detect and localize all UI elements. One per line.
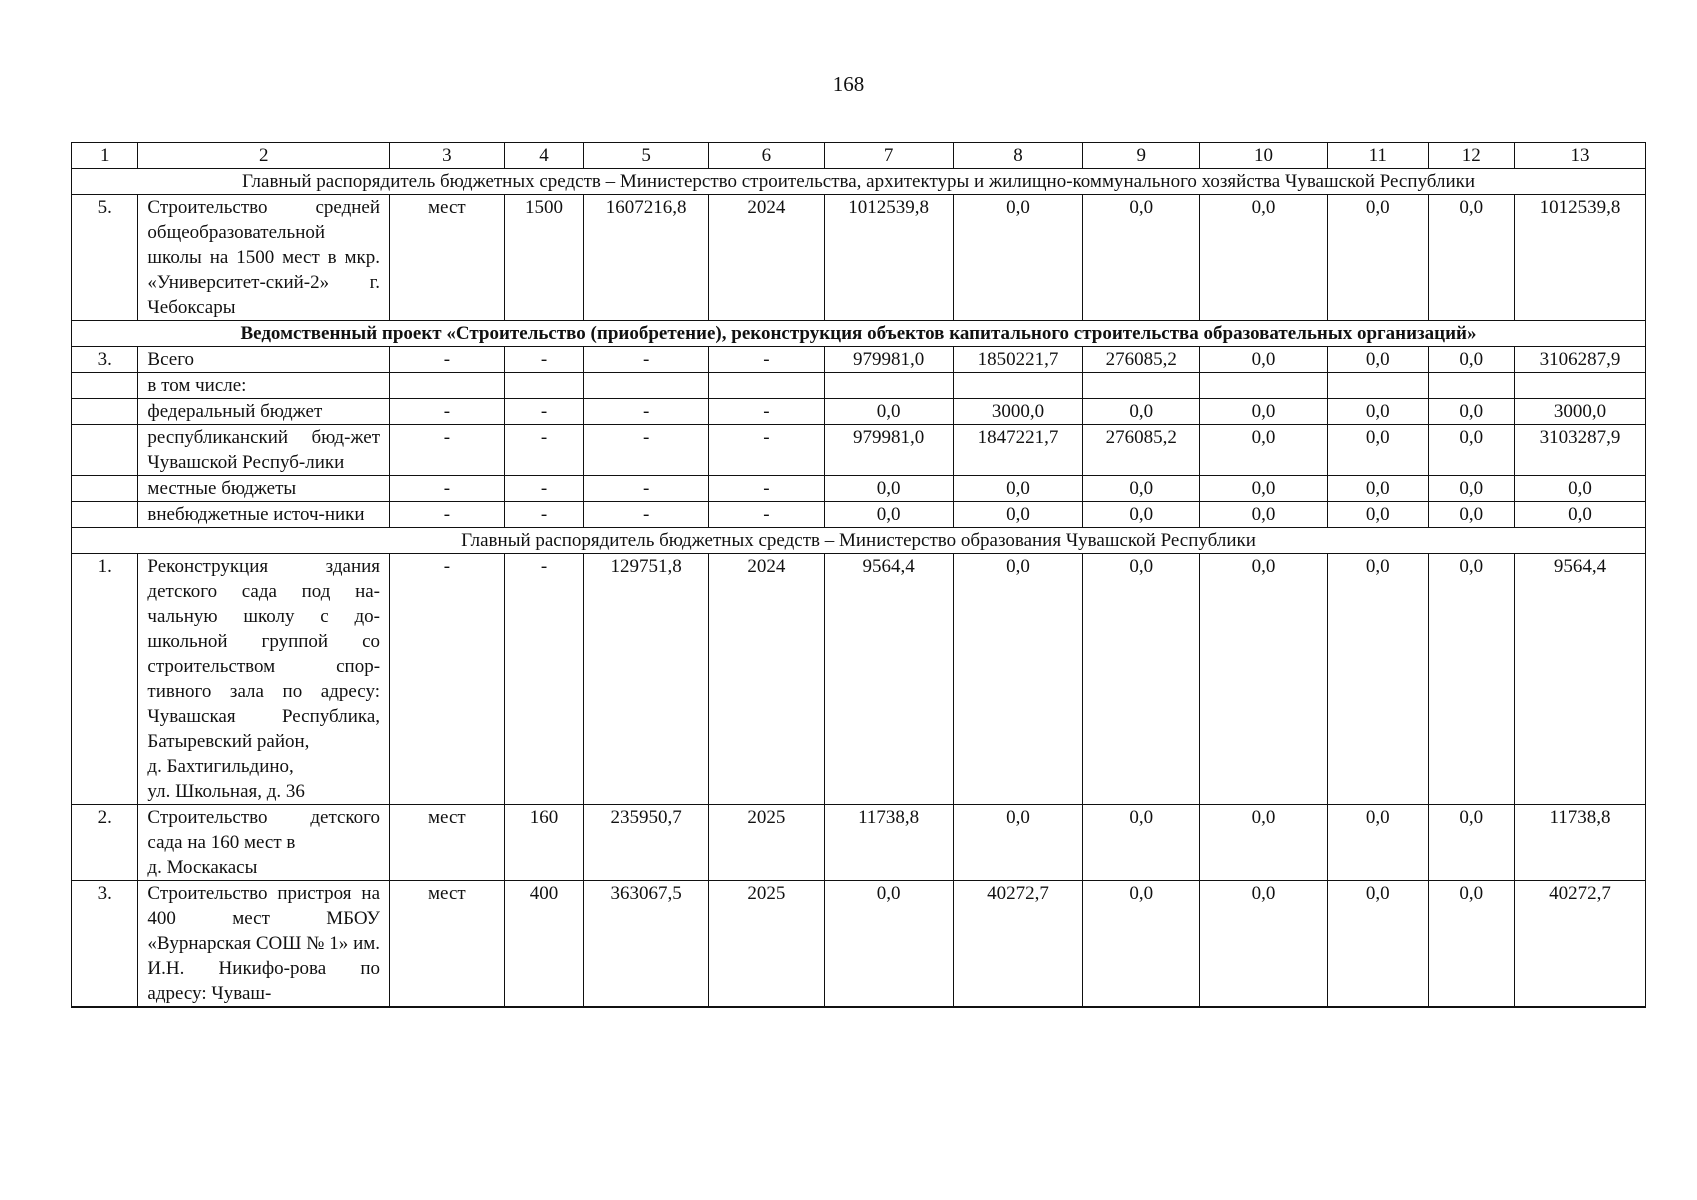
column-number: 8 [953, 143, 1083, 169]
year-cell [709, 373, 825, 399]
table-row [72, 502, 1646, 528]
capacity-cell: - [504, 502, 584, 528]
value-cell-10: 0,0 [1200, 881, 1328, 1008]
column-number: 13 [1515, 143, 1646, 169]
value-cell-7: 1012539,8 [824, 195, 953, 321]
value-cell-13: 0,0 [1515, 502, 1646, 528]
value-cell-9: 0,0 [1083, 554, 1200, 805]
year-cell: - [709, 399, 825, 425]
value-cell-8: 0,0 [953, 476, 1083, 502]
column-number: 9 [1083, 143, 1200, 169]
value-cell-13: 3000,0 [1515, 399, 1646, 425]
year-cell: 2025 [709, 881, 825, 1008]
row-number [72, 476, 138, 502]
value-cell-10: 0,0 [1200, 195, 1328, 321]
year-cell: 2024 [709, 554, 825, 805]
section-header-row [72, 169, 1646, 195]
value-cell-9: 0,0 [1083, 805, 1200, 881]
capacity-cell [504, 373, 584, 399]
column-number: 11 [1327, 143, 1428, 169]
value-cell-7: 9564,4 [824, 554, 953, 805]
year-cell: - [709, 347, 825, 373]
object-name: Строительство детского сада на 160 мест в [147, 807, 381, 853]
year-cell: - [709, 502, 825, 528]
unit-cell: мест [390, 881, 505, 1008]
row-number: 3. [72, 347, 138, 373]
year-cell: - [709, 476, 825, 502]
value-cell-7: 0,0 [824, 476, 953, 502]
row-number: 5. [72, 195, 138, 321]
object-name-line: д. Москакасы [147, 857, 258, 878]
value-cell-13: 3103287,9 [1515, 425, 1646, 476]
column-number: 2 [138, 143, 390, 169]
column-number: 10 [1200, 143, 1328, 169]
cost-cell: - [584, 425, 709, 476]
table-row [72, 347, 1646, 373]
capacity-cell: 400 [504, 881, 584, 1008]
column-number: 5 [584, 143, 709, 169]
cost-cell: 1607216,8 [584, 195, 709, 321]
value-cell-11: 0,0 [1327, 554, 1428, 805]
cost-cell [584, 373, 709, 399]
cost-cell: 235950,7 [584, 805, 709, 881]
unit-cell: мест [390, 195, 505, 321]
value-cell-13: 3106287,9 [1515, 347, 1646, 373]
value-cell-8: 1850221,7 [953, 347, 1083, 373]
object-name: местные бюджеты [138, 476, 390, 502]
cost-cell: 363067,5 [584, 881, 709, 1008]
row-number: 3. [72, 881, 138, 1008]
column-number: 4 [504, 143, 584, 169]
value-cell-12: 0,0 [1428, 805, 1515, 881]
object-name-cell [138, 554, 390, 805]
budget-table [71, 142, 1646, 1008]
value-cell-7 [824, 373, 953, 399]
table-row [72, 476, 1646, 502]
value-cell-7: 0,0 [824, 881, 953, 1008]
value-cell-7: 0,0 [824, 502, 953, 528]
object-name: федеральный бюджет [138, 399, 390, 425]
value-cell-11: 0,0 [1327, 805, 1428, 881]
unit-cell: - [390, 554, 505, 805]
value-cell-9: 0,0 [1083, 399, 1200, 425]
row-number [72, 373, 138, 399]
row-number [72, 425, 138, 476]
capacity-cell: 1500 [504, 195, 584, 321]
column-number: 12 [1428, 143, 1515, 169]
cost-cell: - [584, 502, 709, 528]
value-cell-12: 0,0 [1428, 554, 1515, 805]
value-cell-13 [1515, 373, 1646, 399]
row-number: 1. [72, 554, 138, 805]
row-number [72, 399, 138, 425]
column-number: 6 [709, 143, 825, 169]
object-name: Реконструкция здания детского сада под на-чальную школу с до-школьной группой со строительством спор-тивного зала по адресу: Чувашская Республика, Батыревский район, [147, 556, 381, 752]
value-cell-7: 0,0 [824, 399, 953, 425]
value-cell-10: 0,0 [1200, 347, 1328, 373]
value-cell-11: 0,0 [1327, 502, 1428, 528]
table-row [72, 881, 1646, 1008]
value-cell-8 [953, 373, 1083, 399]
section-title-ministry-construction: Главный распорядитель бюджетных средств – Министерство строительства, архитектуры и жилищно-коммунального хозяйства Чувашской Республики [72, 169, 1646, 195]
column-number-row [72, 143, 1646, 169]
cost-cell: - [584, 476, 709, 502]
unit-cell: мест [390, 805, 505, 881]
row-number: 2. [72, 805, 138, 881]
capacity-cell: - [504, 399, 584, 425]
value-cell-11: 0,0 [1327, 881, 1428, 1008]
value-cell-13: 9564,4 [1515, 554, 1646, 805]
value-cell-9: 276085,2 [1083, 347, 1200, 373]
project-header-row [72, 321, 1646, 347]
capacity-cell: - [504, 554, 584, 805]
object-name: Всего [138, 347, 390, 373]
value-cell-9 [1083, 373, 1200, 399]
capacity-cell: - [504, 476, 584, 502]
value-cell-10: 0,0 [1200, 425, 1328, 476]
unit-cell: - [390, 425, 505, 476]
unit-cell: - [390, 502, 505, 528]
unit-cell [390, 373, 505, 399]
value-cell-9: 276085,2 [1083, 425, 1200, 476]
object-name-cell [138, 805, 390, 881]
table-row [72, 399, 1646, 425]
value-cell-12: 0,0 [1428, 399, 1515, 425]
section-title-departmental-project: Ведомственный проект «Строительство (приобретение), реконструкция объектов капитального строительства образовательных организаций» [72, 321, 1646, 347]
unit-cell: - [390, 476, 505, 502]
page-number: 168 [832, 72, 865, 96]
table-row [72, 805, 1646, 881]
value-cell-8: 0,0 [953, 805, 1083, 881]
value-cell-9: 0,0 [1083, 195, 1200, 321]
value-cell-7: 979981,0 [824, 347, 953, 373]
object-name-line: д. Бахтигильдино, [147, 756, 294, 777]
value-cell-12: 0,0 [1428, 476, 1515, 502]
value-cell-13: 0,0 [1515, 476, 1646, 502]
value-cell-7: 11738,8 [824, 805, 953, 881]
column-number: 3 [390, 143, 505, 169]
object-name: в том числе: [138, 373, 390, 399]
value-cell-9: 0,0 [1083, 476, 1200, 502]
unit-cell: - [390, 399, 505, 425]
row-number [72, 502, 138, 528]
value-cell-12: 0,0 [1428, 425, 1515, 476]
value-cell-12: 0,0 [1428, 881, 1515, 1008]
value-cell-11 [1327, 373, 1428, 399]
value-cell-9: 0,0 [1083, 502, 1200, 528]
capacity-cell: - [504, 347, 584, 373]
value-cell-9: 0,0 [1083, 881, 1200, 1008]
section-header-row [72, 528, 1646, 554]
cost-cell: 129751,8 [584, 554, 709, 805]
value-cell-8: 0,0 [953, 554, 1083, 805]
value-cell-8: 40272,7 [953, 881, 1083, 1008]
value-cell-8: 3000,0 [953, 399, 1083, 425]
value-cell-11: 0,0 [1327, 399, 1428, 425]
capacity-cell: - [504, 425, 584, 476]
value-cell-11: 0,0 [1327, 347, 1428, 373]
table-row [72, 554, 1646, 805]
cost-cell: - [584, 399, 709, 425]
section-title-ministry-education: Главный распорядитель бюджетных средств – Министерство образования Чувашской Республики [72, 528, 1646, 554]
value-cell-10: 0,0 [1200, 554, 1328, 805]
cost-cell: - [584, 347, 709, 373]
object-name: республиканский бюд-жет Чувашской Респуб-лики [138, 425, 390, 476]
year-cell: - [709, 425, 825, 476]
capacity-cell: 160 [504, 805, 584, 881]
value-cell-12: 0,0 [1428, 195, 1515, 321]
year-cell: 2024 [709, 195, 825, 321]
value-cell-11: 0,0 [1327, 425, 1428, 476]
value-cell-8: 1847221,7 [953, 425, 1083, 476]
table-row [72, 195, 1646, 321]
value-cell-13: 11738,8 [1515, 805, 1646, 881]
value-cell-12: 0,0 [1428, 502, 1515, 528]
value-cell-13: 40272,7 [1515, 881, 1646, 1008]
value-cell-10: 0,0 [1200, 502, 1328, 528]
value-cell-11: 0,0 [1327, 195, 1428, 321]
value-cell-10: 0,0 [1200, 476, 1328, 502]
column-number: 1 [72, 143, 138, 169]
object-name: внебюджетные источ-ники [138, 502, 390, 528]
object-name: Строительство пристроя на 400 мест МБОУ «Вурнарская СОШ № 1» им. И.Н. Никифо-рова по адресу: Чуваш- [138, 881, 390, 1008]
value-cell-8: 0,0 [953, 195, 1083, 321]
value-cell-10: 0,0 [1200, 805, 1328, 881]
value-cell-13: 1012539,8 [1515, 195, 1646, 321]
object-name-line: ул. Школьная, д. 36 [147, 781, 305, 802]
value-cell-10: 0,0 [1200, 399, 1328, 425]
table-row [72, 373, 1646, 399]
value-cell-8: 0,0 [953, 502, 1083, 528]
value-cell-10 [1200, 373, 1328, 399]
unit-cell: - [390, 347, 505, 373]
value-cell-12: 0,0 [1428, 347, 1515, 373]
value-cell-11: 0,0 [1327, 476, 1428, 502]
value-cell-12 [1428, 373, 1515, 399]
year-cell: 2025 [709, 805, 825, 881]
value-cell-7: 979981,0 [824, 425, 953, 476]
table-row [72, 425, 1646, 476]
object-name: Строительство средней общеобразовательной школы на 1500 мест в мкр. «Университет-ский-2» г. Чебоксары [138, 195, 390, 321]
column-number: 7 [824, 143, 953, 169]
